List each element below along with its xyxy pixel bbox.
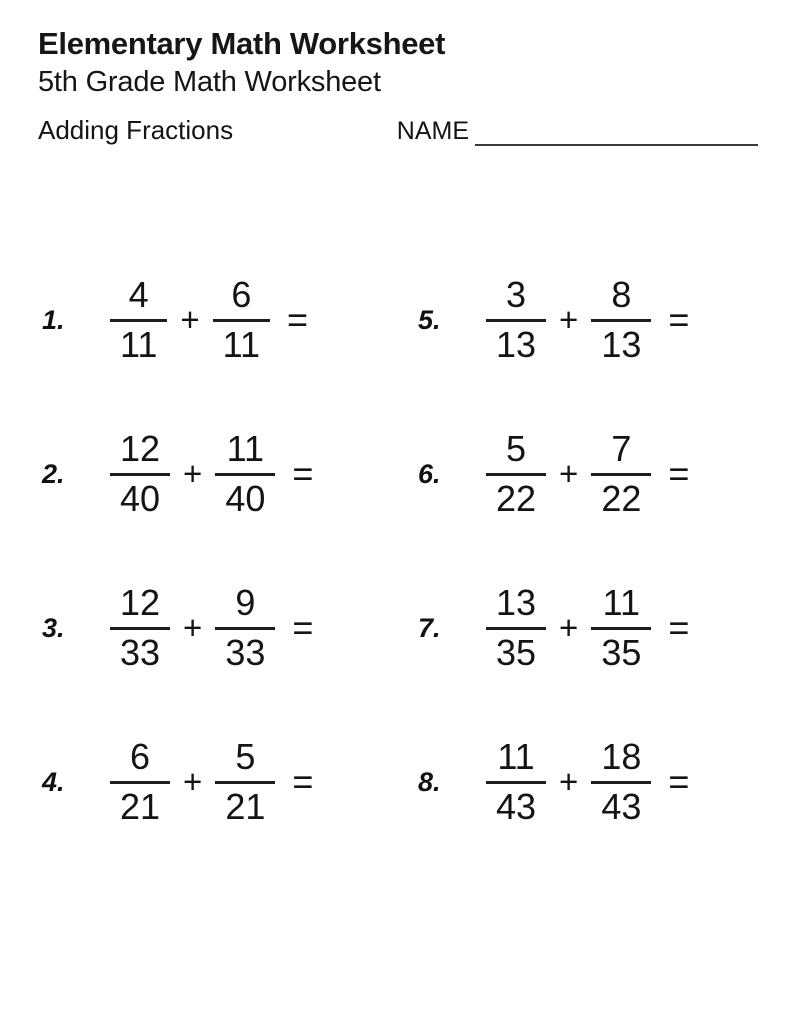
plus-operator: + — [559, 763, 579, 800]
problem-8 — [410, 705, 778, 859]
numerator: 11 — [602, 582, 641, 624]
equals-sign: = — [292, 453, 314, 494]
fraction-second — [591, 738, 651, 825]
problem-3 — [42, 551, 410, 705]
fraction-first — [110, 276, 167, 363]
equals-sign: = — [287, 299, 309, 340]
plus-operator: + — [559, 609, 579, 646]
equals-sign: = — [292, 761, 314, 802]
problem-6 — [410, 397, 778, 551]
denominator: 22 — [591, 473, 651, 518]
problem-number: 8. — [418, 766, 441, 797]
problem-number: 2. — [42, 458, 65, 489]
fraction-second — [213, 276, 270, 363]
denominator: 43 — [591, 781, 651, 826]
plus-operator: + — [559, 301, 579, 338]
problem-2 — [42, 397, 410, 551]
numerator: 6 — [130, 736, 151, 778]
worksheet-header — [0, 0, 800, 146]
worksheet-topic: Adding Fractions — [38, 115, 234, 146]
plus-operator: + — [180, 301, 200, 338]
fraction-second — [215, 584, 275, 671]
numerator: 12 — [120, 582, 161, 624]
plus-operator: + — [183, 609, 203, 646]
plus-operator: + — [559, 455, 579, 492]
problem-number: 6. — [418, 458, 441, 489]
problem-number: 3. — [42, 612, 65, 643]
plus-operator: + — [183, 763, 203, 800]
denominator: 33 — [110, 627, 170, 672]
equals-sign: = — [668, 453, 690, 494]
denominator: 22 — [486, 473, 546, 518]
problem-4 — [42, 705, 410, 859]
numerator: 3 — [506, 274, 527, 316]
fraction-first — [486, 430, 546, 517]
denominator: 43 — [486, 781, 546, 826]
numerator: 5 — [506, 428, 527, 470]
fraction-second — [215, 738, 275, 825]
fraction-first — [486, 738, 546, 825]
numerator: 6 — [231, 274, 252, 316]
equals-sign: = — [668, 607, 690, 648]
problem-number: 5. — [418, 304, 441, 335]
problem-1 — [42, 243, 410, 397]
numerator: 5 — [235, 736, 256, 778]
denominator: 11 — [213, 319, 270, 364]
denominator: 33 — [215, 627, 275, 672]
fraction-second — [591, 584, 651, 671]
numerator: 13 — [496, 582, 537, 624]
numerator: 12 — [120, 428, 161, 470]
problem-number: 7. — [418, 612, 441, 643]
worksheet-title: Elementary Math Worksheet — [38, 26, 446, 61]
equals-sign: = — [668, 299, 690, 340]
numerator: 4 — [128, 274, 149, 316]
worksheet-subtitle: 5th Grade Math Worksheet — [38, 65, 381, 98]
equals-sign: = — [292, 607, 314, 648]
topic-name-row — [38, 115, 758, 146]
denominator: 35 — [591, 627, 651, 672]
denominator: 40 — [110, 473, 170, 518]
fraction-first — [110, 584, 170, 671]
problem-7 — [410, 551, 778, 705]
numerator: 11 — [226, 428, 265, 470]
plus-operator: + — [183, 455, 203, 492]
numerator: 9 — [235, 582, 256, 624]
numerator: 8 — [611, 274, 632, 316]
fraction-second — [591, 276, 651, 363]
problem-5 — [410, 243, 778, 397]
denominator: 40 — [215, 473, 275, 518]
denominator: 35 — [486, 627, 546, 672]
fraction-first — [486, 584, 546, 671]
equals-sign: = — [668, 761, 690, 802]
denominator: 13 — [486, 319, 546, 364]
fraction-second — [215, 430, 275, 517]
denominator: 11 — [110, 319, 167, 364]
fraction-second — [591, 430, 651, 517]
problem-number: 4. — [42, 766, 65, 797]
fraction-first — [110, 738, 170, 825]
fraction-first — [486, 276, 546, 363]
denominator: 21 — [110, 781, 170, 826]
denominator: 21 — [215, 781, 275, 826]
name-block — [397, 116, 758, 146]
problem-number: 1. — [42, 304, 65, 335]
fraction-first — [110, 430, 170, 517]
numerator: 18 — [601, 736, 642, 778]
name-label: NAME — [396, 117, 469, 146]
numerator: 11 — [497, 736, 535, 778]
name-input-line[interactable] — [475, 116, 758, 146]
numerator: 7 — [611, 428, 632, 470]
denominator: 13 — [591, 319, 651, 364]
problems-grid — [42, 243, 782, 859]
